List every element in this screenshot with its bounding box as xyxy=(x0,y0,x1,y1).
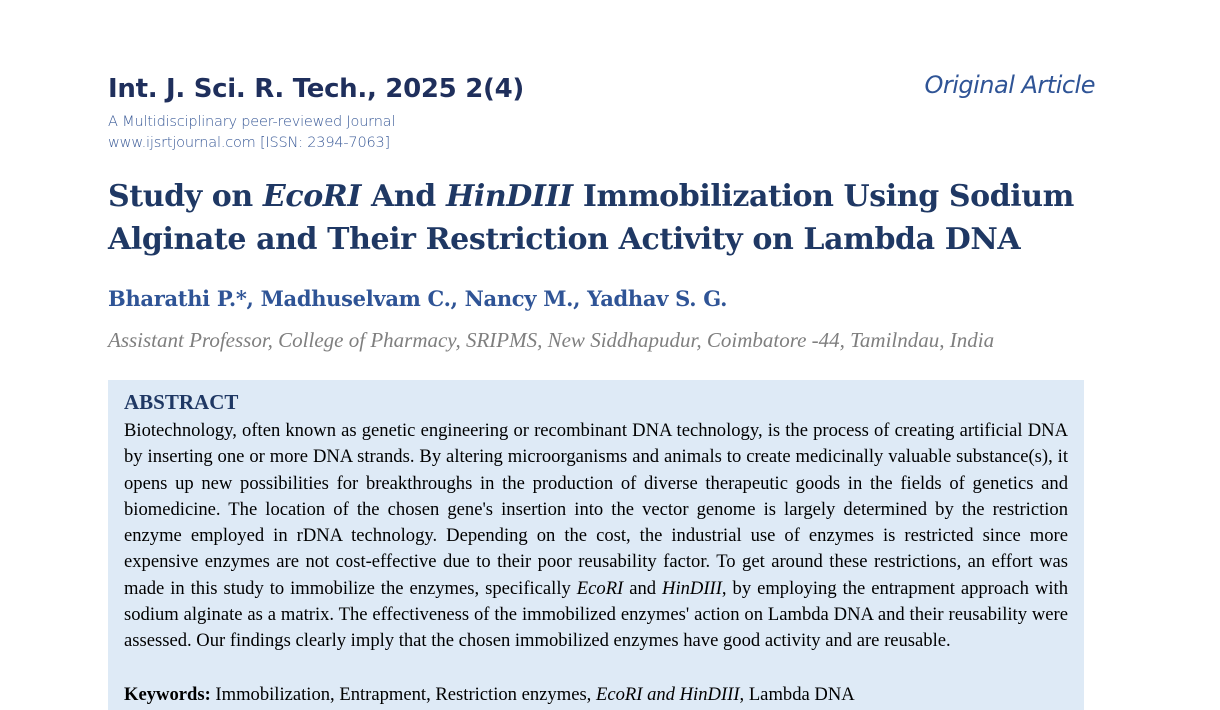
title-part: Study on xyxy=(108,179,263,214)
author-list: Bharathi P.*, Madhuselvam C., Nancy M., Yadhav S. G. xyxy=(108,286,728,311)
keywords-line xyxy=(124,684,1068,706)
keywords-italic: EcoRI and HinDIII xyxy=(595,684,740,705)
abstract-body xyxy=(124,418,1068,655)
abstract-text: , by employing the entrapment approach with sodium alginate as a matrix. The effectiveness of the immobilized enzymes' action on Lambda DNA and their reusability were assessed. Our findings clearly imply that the chosen immobilized enzymes have good activity and are reusable. xyxy=(124,577,1068,652)
abstract-enzyme-hindiii: HinDIII xyxy=(662,577,722,599)
abstract-heading: ABSTRACT xyxy=(124,390,239,414)
keywords-label: Keywords: xyxy=(124,684,211,705)
journal-website-issn: www.ijsrtjournal.com [ISSN: 2394-7063] xyxy=(108,135,390,151)
title-enzyme-hindiii: HinDIII xyxy=(445,179,573,214)
author-affiliation: Assistant Professor, College of Pharmacy, SRIPMS, New Siddhapudur, Coimbatore -44, Tamilndau, India xyxy=(108,328,995,352)
abstract-text: Biotechnology, often known as genetic engineering or recombinant DNA technology, is the process of creating artificial DNA by inserting one or more DNA strands. By altering microorganisms and animals to create medicinally valuable substance(s), it opens up new possibilities for breakthroughs in the production of diverse therapeutic goods in the fields of genetics and biomedicine. The location of the chosen gene's insertion into the vector genome is largely determined by the restriction enzyme employed in rDNA technology. Depending on the cost, the industrial use of enzymes is restricted since more expensive enzymes are not cost-effective due to their poor reusability factor. To get around these restrictions, an effort was made in this study to immobilize the enzymes, specifically xyxy=(124,420,1068,599)
paper-title xyxy=(108,175,1108,261)
title-part: Immobilization Using Sodium Alginate and Their Restriction Activity on Lambda DNA xyxy=(108,179,1075,257)
abstract-enzyme-ecori: EcoRI xyxy=(576,577,624,599)
journal-subtitle: A Multidisciplinary peer-reviewed Journal xyxy=(108,114,396,130)
keywords-text: Immobilization, Entrapment, Restriction enzymes, xyxy=(210,684,596,705)
title-enzyme-ecori: EcoRI xyxy=(262,179,361,214)
keywords-text: , Lambda DNA xyxy=(739,684,855,705)
title-part: And xyxy=(360,179,446,214)
abstract-section xyxy=(108,380,1084,710)
abstract-text: and xyxy=(623,577,663,599)
journal-title: Int. J. Sci. R. Tech., 2025 2(4) xyxy=(108,74,524,104)
article-type-label: Original Article xyxy=(924,71,1095,99)
